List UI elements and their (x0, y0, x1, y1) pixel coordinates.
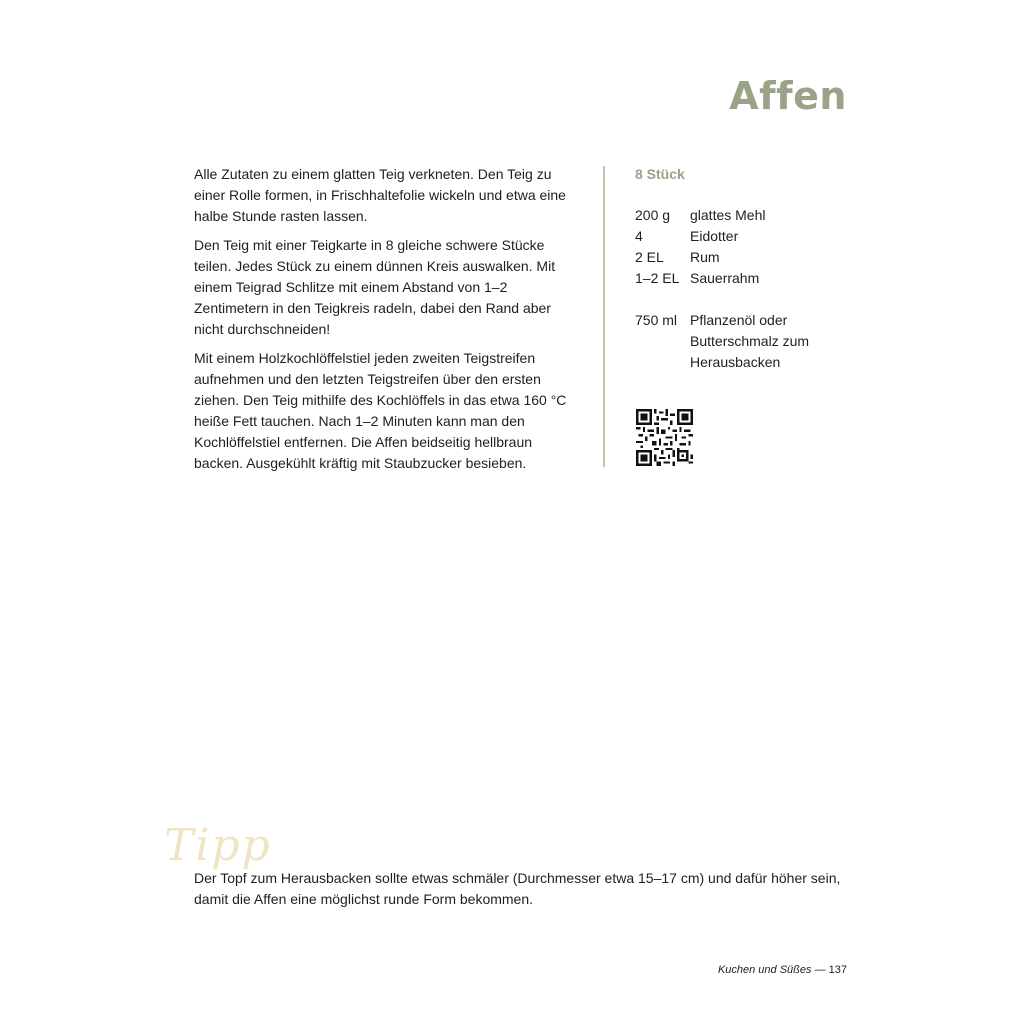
tip-text: Der Topf zum Herausbacken sollte etwas schmäler (Durchmesser etwa 15–17 cm) und dafür höher sein, damit die Affen eine möglichst runde Form bekommen. (194, 870, 841, 907)
page-number: 137 (828, 964, 847, 976)
page-footer (718, 962, 847, 978)
ingredient-row (635, 205, 835, 226)
recipe-title: Affen (729, 74, 847, 118)
footer-separator: — (814, 964, 826, 976)
qr-code-icon[interactable] (636, 409, 693, 466)
ingredient-row (635, 310, 835, 373)
ingredient-group (635, 205, 835, 289)
ingredient-name: Sauerrahm (690, 270, 760, 286)
method-paragraph: Alle Zutaten zu einem glatten Teig verkneten. Den Teig zu einer Rolle formen, in Frischhaltefolie wickeln und etwa eine halbe Stunde rasten lassen. (194, 166, 566, 224)
ingredient-quantity: 2 EL (635, 249, 664, 265)
method-paragraph: Mit einem Holzkochlöffelstiel jeden zweiten Teigstreifen aufnehmen und den letzten Teigstreifen über den ersten ziehen. Den Teig mithilfe des Kochlöffels in das etwa 160 °C heiße Fett tauchen. Nach 1–2 Minuten kann man den Kochlöffelstiel entfernen. Die Affen beidseitig hellbraun backen. Ausgekühlt kräftig mit Staubzucker besieben. (194, 350, 567, 471)
ingredient-name: glattes Mehl (690, 207, 766, 223)
servings-label: 8 Stück (635, 166, 685, 182)
ingredient-quantity: 4 (635, 228, 643, 244)
column-divider (603, 166, 605, 467)
ingredient-quantity: 750 ml (635, 312, 678, 328)
method-paragraph: Den Teig mit einer Teigkarte in 8 gleiche schwere Stücke teilen. Jedes Stück zu einem dünnen Kreis auswalken. Mit einem Teigrad Schlitze mit einem Abstand von 1–2 Zentimetern in den Teigkreis radeln, dabei den Rand aber nicht durchschneiden! (194, 237, 556, 337)
ingredient-name: Rum (690, 249, 720, 265)
tip-label: Tipp (164, 820, 272, 871)
ingredient-group (635, 310, 835, 373)
ingredient-name: Eidotter (690, 228, 739, 244)
ingredient-row (635, 268, 835, 289)
footer-section-title: Kuchen und Süßes (717, 964, 812, 976)
ingredient-name: Pflanzenöl oder Butterschmalz zum Herausbacken (690, 312, 810, 370)
method-text (194, 164, 584, 482)
ingredient-row (635, 247, 835, 268)
ingredient-list (635, 205, 835, 394)
ingredient-quantity: 200 g (635, 207, 671, 223)
ingredient-row (635, 226, 835, 247)
ingredient-quantity: 1–2 EL (635, 270, 680, 286)
